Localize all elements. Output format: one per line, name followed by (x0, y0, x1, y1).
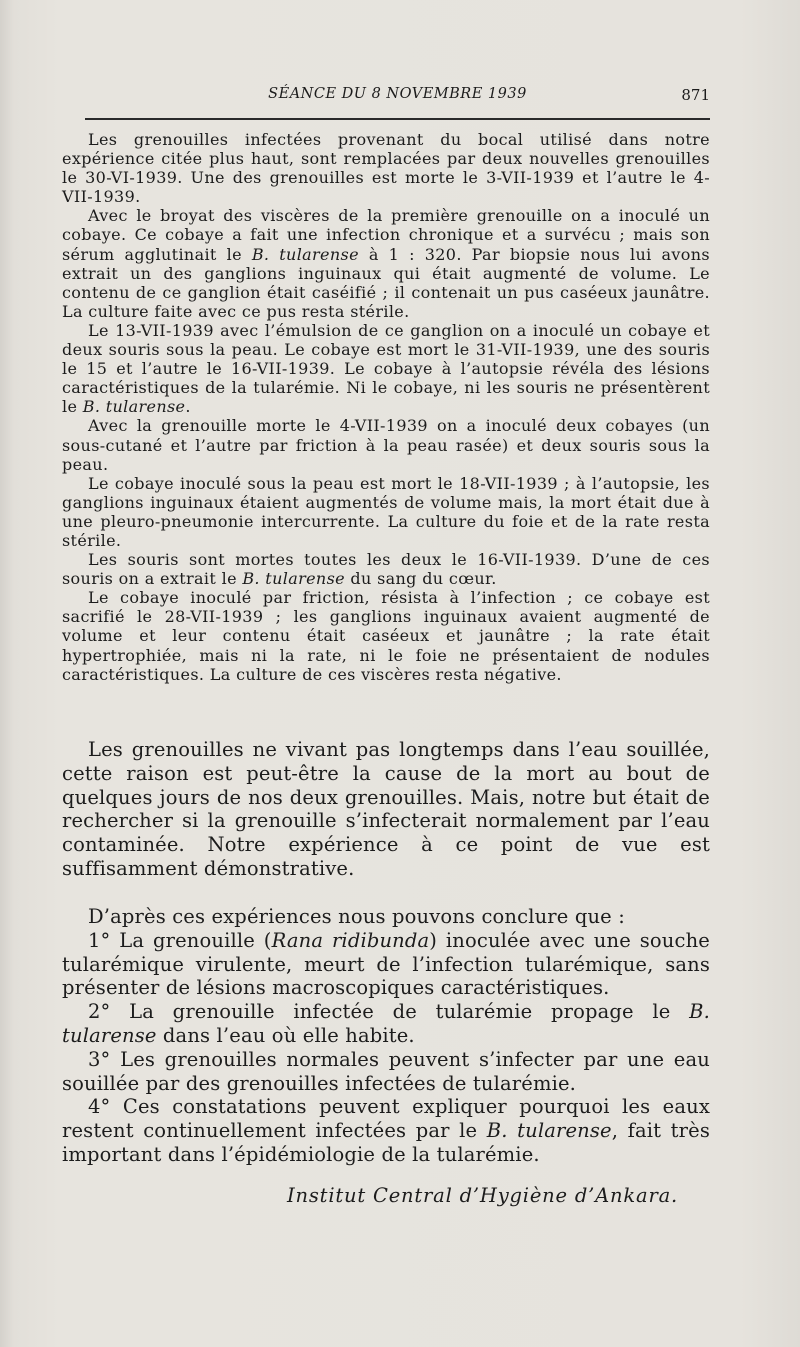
paragraph (62, 550, 710, 588)
paragraph (62, 206, 710, 321)
text-run: Les grenouilles ne vivant pas longtemps dans l’eau souillée, cette raison est peut-être la cause de la mort au bout de quelques jours de nos deux grenouilles. Mais, notre but était de rechercher si la grenouille s’infecterait normalement par l’eau contaminée. Notre expérience à ce point de vue est suffisamment démonstrative. (62, 738, 710, 880)
text-run: Avec le broyat des viscères de la première grenouille on a inoculé un cobaye. Ce cobaye a fait une infection chronique et a survécu ; mais son sérum agglutinait le (62, 206, 710, 264)
running-title: SÉANCE DU 8 NOVEMBRE 1939 (268, 86, 527, 102)
experiment-text (62, 130, 710, 684)
paragraph (62, 738, 710, 881)
italic-term: B. tularense (62, 1000, 710, 1047)
paragraph (62, 416, 710, 473)
header-rule (85, 118, 710, 120)
conclusions-text (62, 905, 710, 1167)
text-run: Les grenouilles infectées provenant du bocal utilisé dans notre expérience citée plus haut, sont remplacées par deux nouvelles grenouilles le 30-VI-1939. Une des grenouilles est morte le 3-VII-1939 et l’autre le 4-VII-1939. (62, 130, 710, 207)
text-run: Le cobaye inoculé sous la peau est mort le 18-VII-1939 ; à l’autopsie, les ganglions inguinaux étaient augmentés de volume mais, la mort était due à une pleuro-pneumonie intercurrente. La culture du foie et de la rate resta stérile. (62, 473, 710, 550)
text-run: . (185, 397, 191, 417)
text-run: ) inoculée avec une souche tularémique virulente, meurt de l’infection tularémique, sans présenter de lésions macroscopiques caractéristiques. (62, 928, 710, 1000)
page-number: 871 (681, 86, 710, 104)
paragraph (62, 1095, 710, 1166)
paragraph (62, 1048, 710, 1096)
text-run: 1° La grenouille ( (88, 928, 272, 952)
paragraph (62, 1000, 710, 1048)
paragraph (62, 588, 710, 683)
text-run: dans l’eau où elle habite. (156, 1023, 415, 1047)
text-run: Le cobaye inoculé par friction, résista à l’infection ; ce cobaye est sacrifié le 28-VII-1939 ; les ganglions inguinaux avaient augmenté de volume et leur contenu était caséeux et jaunâtre ; la rate était hypertrophiée, mais ni la rate, ni le foie ne présentaient de nodules caractéristiques. La culture de ces viscères resta négative. (62, 588, 710, 684)
italic-term: B. tularense (251, 244, 359, 264)
text-run: du sang du cœur. (344, 569, 497, 589)
italic-term: Rana ridibunda (271, 928, 430, 952)
italic-term: B. tularense (82, 397, 186, 417)
paragraph (62, 474, 710, 550)
paragraph (62, 905, 710, 929)
italic-term: B. tularense (242, 569, 345, 589)
paragraph (62, 130, 710, 206)
text-run: 3° Les grenouilles normales peuvent s’infecter par une eau souillée par des grenouilles infectées de tularémie. (62, 1047, 710, 1095)
paragraph (62, 321, 710, 416)
text-run: D’après ces expériences nous pouvons conclure que : (88, 905, 625, 928)
text-run: Avec la grenouille morte le 4-VII-1939 on a inoculé deux cobayes (un sous-cutané et l’autre par friction à la peau rasée) et deux souris sous la peau. (62, 416, 710, 474)
page-header (85, 86, 710, 116)
text-run: , fait très important dans l’épidémiologie de la tularémie. (62, 1119, 710, 1166)
institution-signature: Institut Central d’Hygiène d’Ankara. (287, 1184, 678, 1207)
italic-term: B. tularense (486, 1119, 612, 1143)
text-run: 2° La grenouille infectée de tularémie propage le (88, 1000, 690, 1024)
text-run: à 1 : 320. Par biopsie nous lui avons extrait un des ganglions inguinaux qui était augmenté de volume. Le contenu de ce ganglion était caséifié ; il contenait un pus caséeux jaunâtre. La culture faite avec ce pus resta stérile. (62, 244, 710, 321)
discussion-text (62, 738, 710, 881)
paragraph (62, 929, 710, 1000)
text-run: Les souris sont mortes toutes les deux le 16-VII-1939. D’une de ces souris on a extrait le (62, 550, 710, 589)
text-run: Le 13-VII-1939 avec l’émulsion de ce ganglion on a inoculé un cobaye et deux souris sous la peau. Le cobaye est mort le 31-VII-1939, une des souris le 15 et l’autre le 16-VII-1939. Le cobaye à l’autopsie révéla des lésions caractéristiques de la tularémie. Ni le cobaye, ni les souris ne présentèrent le (62, 320, 710, 417)
text-run: 4° Ces constatations peuvent expliquer pourquoi les eaux restent continuellement infectées par le (62, 1095, 710, 1143)
